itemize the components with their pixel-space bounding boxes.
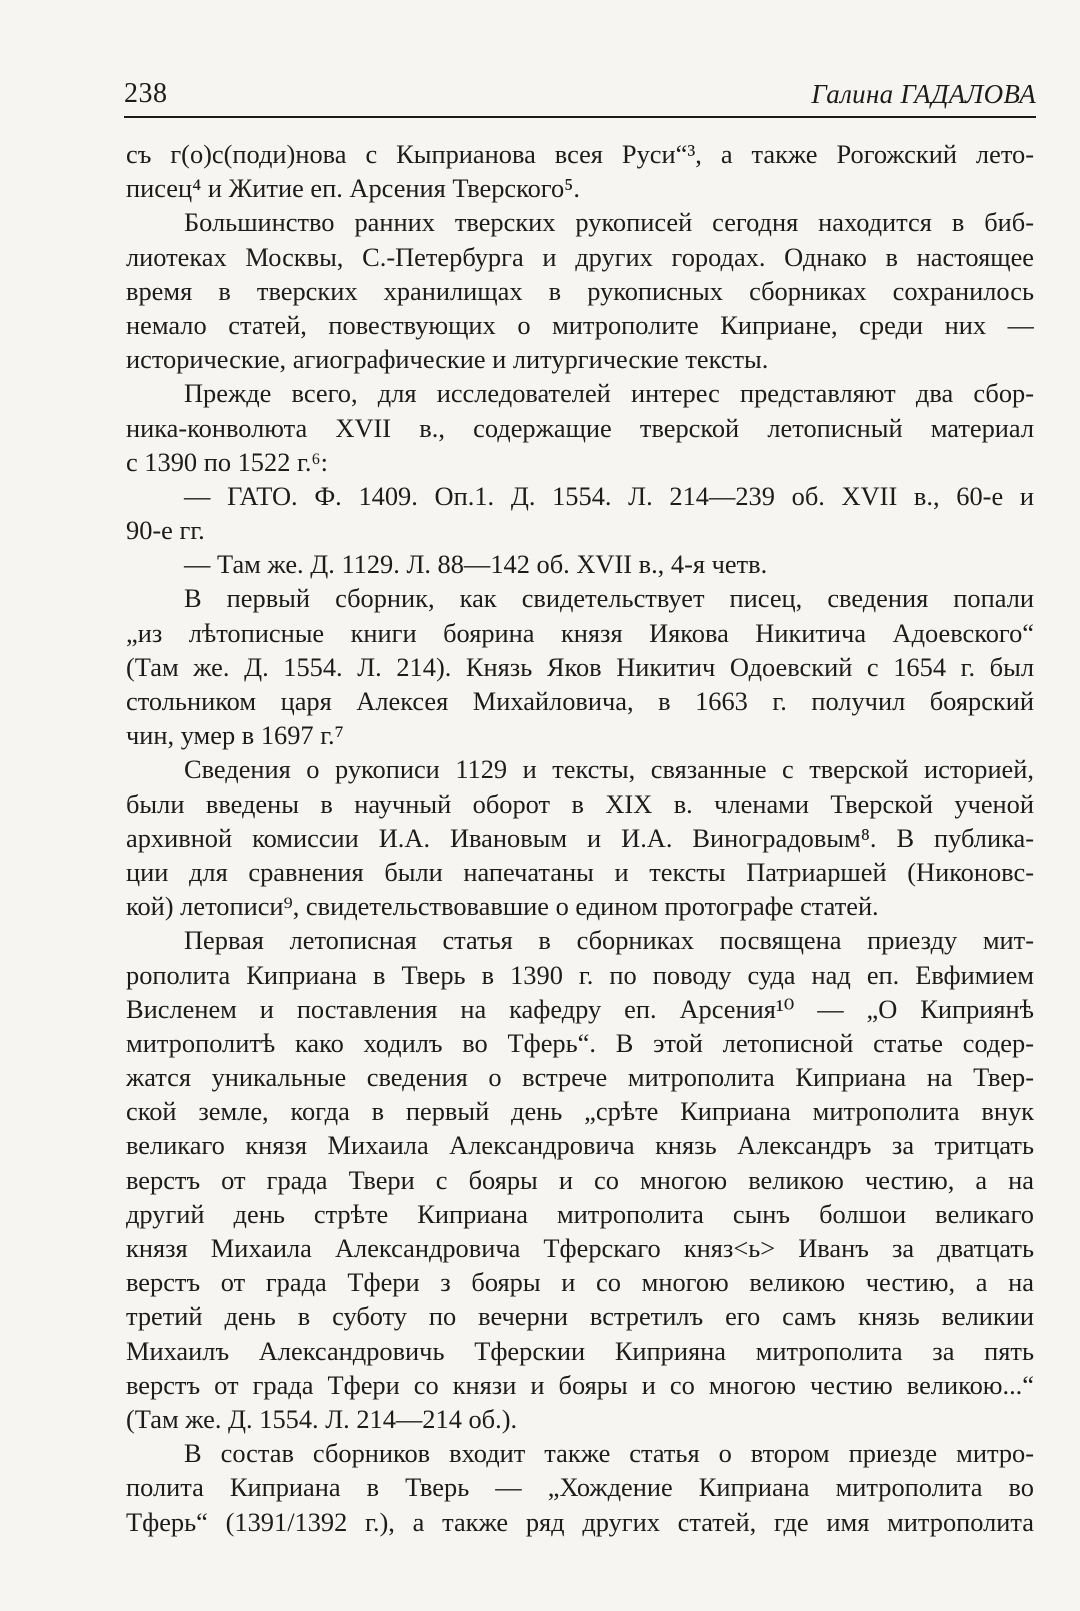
- text-line: архивной комиссии И.А. Ивановым и И.А. Виноградовым⁸. В публика-: [126, 822, 1034, 853]
- text-line: Михаилъ Александровичь Тферскии Киприяна митрополита за пять: [126, 1335, 1034, 1366]
- text-line: полита Киприана в Тверь — „Хождение Киприана митрополита во: [126, 1472, 1034, 1503]
- running-head: Галина ГАДАЛОВА: [811, 79, 1036, 109]
- text-line: другий день стрѣте Киприана митрополита сынъ болшои великаго: [126, 1198, 1034, 1229]
- text-line: верстъ от града Твери с бояры и со многою великою честию, а на: [126, 1164, 1034, 1195]
- text-line: кой) летописи⁹, свидетельствовавшие о едином протографе статей.: [126, 891, 879, 922]
- text-line: стольником царя Алексея Михайловича, в 1663 г. получил боярский: [126, 686, 1034, 716]
- body-text: [126, 137, 1034, 1539]
- page-header: [124, 70, 1036, 118]
- text-line: верстъ от града Тфери со князи и бояры и со многою честию великою...“: [126, 1369, 1034, 1400]
- text-line: В состав сборников входит также статья о втором приезде митро-: [184, 1438, 1034, 1469]
- text-line: (Там же. Д. 1554. Л. 214). Князь Яков Никитич Одоевский с 1654 г. был: [126, 651, 1034, 682]
- text-line: исторические, агиографические и литургические тексты.: [126, 344, 769, 375]
- text-line: Сведения о рукописи 1129 и тексты, связанные с тверской историей,: [184, 754, 1034, 785]
- text-line: жатся уникальные сведения о встрече митрополита Киприана на Твер-: [126, 1062, 1034, 1093]
- text-line: Тферь“ (1391/1392 г.), а также ряд других статей, где имя митрополита: [126, 1506, 1034, 1537]
- text-line: Первая летописная статья в сборниках посвящена приезду мит-: [184, 925, 1034, 956]
- text-line: рополита Киприана в Тверь в 1390 г. по поводу суда над еп. Евфимием: [126, 959, 1034, 990]
- text-line: были введены в научный оборот в XIX в. членами Тверской ученой: [126, 788, 1034, 819]
- text-line: Большинство ранних тверских рукописей сегодня находится в биб-: [184, 207, 1034, 238]
- text-line: 90-е гг.: [126, 515, 205, 546]
- text-line: В первый сборник, как свидетельствует писец, сведения попали: [184, 583, 1034, 614]
- text-line: митрополитѣ како ходилъ во Тферь“. В этой летописной статье содер-: [126, 1027, 1034, 1058]
- text-line: немало статей, повествующих о митрополите Киприане, среди них —: [126, 309, 1034, 340]
- text-line: верстъ от града Тфери з бояры и со многою великою честию, а на: [126, 1267, 1034, 1298]
- text-line: Висленем и поставления на кафедру еп. Арсения¹⁰ — „О Киприянѣ: [126, 993, 1034, 1024]
- text-line: „из лѣтописные книги боярина князя Иякова Никитича Адоевского“: [126, 617, 1034, 648]
- text-line: писец⁴ и Житие еп. Арсения Тверского⁵.: [126, 173, 580, 204]
- text-line: съ г(о)с(поди)нова с Кыприанова всея Руси“³, а также Рогожский лето-: [126, 139, 1034, 169]
- text-line: ской земле, когда в первый день „срѣте Киприана митрополита внук: [126, 1096, 1034, 1127]
- text-line: с 1390 по 1522 г.⁶:: [126, 446, 328, 477]
- text-line: ции для сравнения были напечатаны и тексты Патриаршей (Никоновс-: [126, 856, 1034, 887]
- text-line: чин, умер в 1697 г.⁷: [126, 720, 344, 751]
- text-line: — ГАТО. Ф. 1409. Оп.1. Д. 1554. Л. 214—239 об. XVII в., 60-е и: [184, 480, 1034, 511]
- text-line: ника-конволюта XVII в., содержащие тверской летописный материал: [126, 412, 1034, 443]
- text-line: — Там же. Д. 1129. Л. 88—142 об. XVII в., 4-я четв.: [184, 549, 768, 580]
- text-line: лиотеках Москвы, С.-Петербурга и других городах. Однако в настоящее: [126, 241, 1034, 272]
- text-line: третий день в суботу по вечерни встретилъ его самъ князь великии: [126, 1301, 1034, 1332]
- text-line: (Там же. Д. 1554. Л. 214—214 об.).: [126, 1403, 518, 1434]
- page-number: 238: [124, 78, 168, 109]
- text-line: Прежде всего, для исследователей интерес представляют два сбор-: [184, 378, 1034, 409]
- text-line: великаго князя Михаила Александровича князь Александръ за тритцать: [126, 1130, 1034, 1161]
- text-line: князя Михаила Александровича Тферскаго княз<ь> Иванъ за дватцать: [126, 1233, 1034, 1263]
- text-line: время в тверских хранилищах в рукописных сборниках сохранилось: [126, 275, 1034, 306]
